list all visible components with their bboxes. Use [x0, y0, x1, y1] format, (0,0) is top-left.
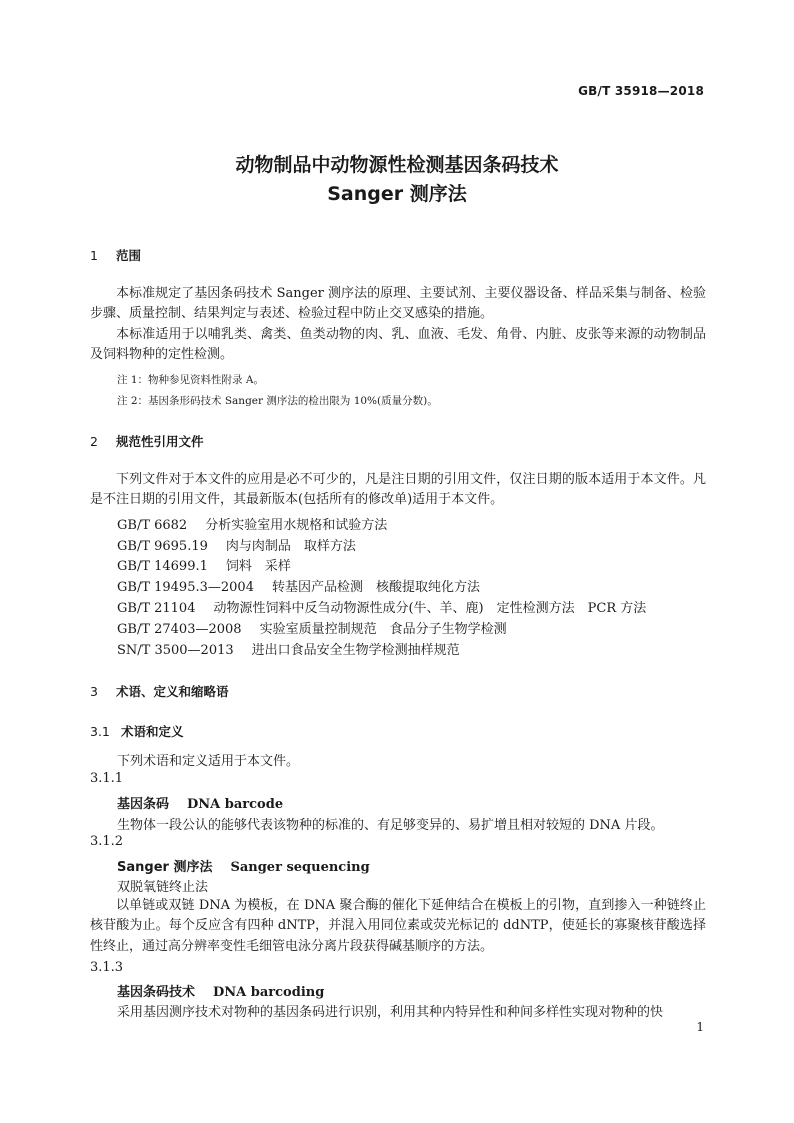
- term-alternative: 双脱氧链终止法: [117, 880, 209, 895]
- term-heading: [117, 856, 370, 875]
- reference-item: [117, 618, 507, 637]
- reference-item: [117, 597, 646, 616]
- reference-title: 实验室质量控制规范 食品分子生物学检测: [259, 622, 507, 637]
- reference-code: GB/T 6682: [117, 518, 188, 533]
- term-chinese: 基因条码技术: [117, 985, 196, 1000]
- reference-code: SN/T 3500—2013: [117, 643, 234, 658]
- term-english: DNA barcode: [187, 797, 284, 812]
- section-number: 2: [90, 434, 98, 449]
- subsection-title: 术语和定义: [121, 724, 184, 739]
- reference-code: GB/T 19495.3—2004: [117, 580, 254, 595]
- paragraph: 本标准适用于以哺乳类、禽类、鱼类动物的肉、乳、血液、毛发、角骨、内脏、皮张等来源的动物制品及饲料物种的定性检测。: [90, 327, 706, 363]
- term-english: Sanger sequencing: [230, 860, 370, 875]
- section-1-heading: [90, 246, 141, 264]
- document-title: 动物制品中动物源性检测基因条码技术: [235, 154, 559, 176]
- reference-title: 饲料 采样: [225, 559, 291, 574]
- section-title: 规范性引用文件: [116, 434, 204, 449]
- reference-title: 转基因产品检测 核酸提取纯化方法: [271, 580, 480, 595]
- term-definition: 以单链或双链 DNA 为模板，在 DNA 聚合酶的催化下延伸结合在模板上的引物，直到掺入一种链终止核苷酸为止。每个反应含有四种 dNTP，并混入用同位素或荧光标记的 ddNTP，使延长的寡聚核苷酸选择性终止，通过高分辨率变性毛细管电泳分离片段获得碱基顺序的方法。: [90, 898, 706, 954]
- section-number: 3: [90, 684, 98, 699]
- term-definition: 生物体一段公认的能够代表该物种的标准的、有足够变异的、易扩增且相对较短的 DNA 片段。: [117, 818, 664, 833]
- paragraph: 本标准规定了基因条码技术 Sanger 测序法的原理、主要试剂、主要仪器设备、样品采集与制备、检验步骤、质量控制、结果判定与表述、检验过程中防止交叉感染的措施。: [90, 286, 706, 322]
- note: 注 2：基因条形码技术 Sanger 测序法的检出限为 10%(质量分数)。: [117, 395, 438, 407]
- reference-title: 肉与肉制品 取样方法: [225, 539, 356, 554]
- term-chinese: 基因条码: [117, 797, 170, 812]
- reference-item: [117, 639, 460, 658]
- subsection-number: 3.1: [90, 724, 110, 739]
- note: 注 1：物种参见资料性附录 A。: [117, 374, 264, 386]
- term-number: 3.1.1: [90, 771, 124, 786]
- term-heading: [117, 981, 324, 1000]
- term-heading: [117, 793, 283, 812]
- reference-code: GB/T 14699.1: [117, 559, 208, 574]
- section-3-heading: [90, 682, 229, 700]
- section-number: 1: [90, 248, 98, 263]
- term-definition: 采用基因测序技术对物种的基因条码进行识别，利用其种内特异性和种间多样性实现对物种的快: [117, 1005, 664, 1020]
- section-title: 范围: [116, 248, 142, 263]
- reference-title: 动物源性饲料中反刍动物源性成分(牛、羊、鹿) 定性检测方法 PCR 方法: [213, 601, 647, 616]
- subsection-3-1-heading: [90, 722, 184, 740]
- page-number: 1: [696, 1020, 704, 1034]
- term-english: DNA barcoding: [213, 985, 325, 1000]
- reference-item: [117, 514, 387, 533]
- reference-item: [117, 535, 356, 554]
- standard-code: GB/T 35918—2018: [578, 84, 704, 98]
- reference-item: [117, 576, 480, 595]
- section-2-heading: [90, 432, 204, 450]
- reference-title: 进出口食品安全生物学检测抽样规范: [251, 643, 460, 658]
- paragraph: 下列文件对于本文件的应用是必不可少的，凡是注日期的引用文件，仅注日期的版本适用于本文件。凡是不注日期的引用文件，其最新版本(包括所有的修改单)适用于本文件。: [90, 472, 706, 508]
- reference-code: GB/T 9695.19: [117, 539, 208, 554]
- document-subtitle: Sanger 测序法: [327, 183, 467, 205]
- term-chinese: Sanger 测序法: [117, 860, 213, 875]
- term-number: 3.1.2: [90, 834, 124, 849]
- term-number: 3.1.3: [90, 960, 124, 975]
- paragraph: 下列术语和定义适用于本文件。: [117, 754, 300, 769]
- section-title: 术语、定义和缩略语: [116, 684, 229, 699]
- reference-code: GB/T 21104: [117, 601, 196, 616]
- reference-title: 分析实验室用水规格和试验方法: [205, 518, 388, 533]
- reference-code: GB/T 27403—2008: [117, 622, 242, 637]
- reference-item: [117, 555, 291, 574]
